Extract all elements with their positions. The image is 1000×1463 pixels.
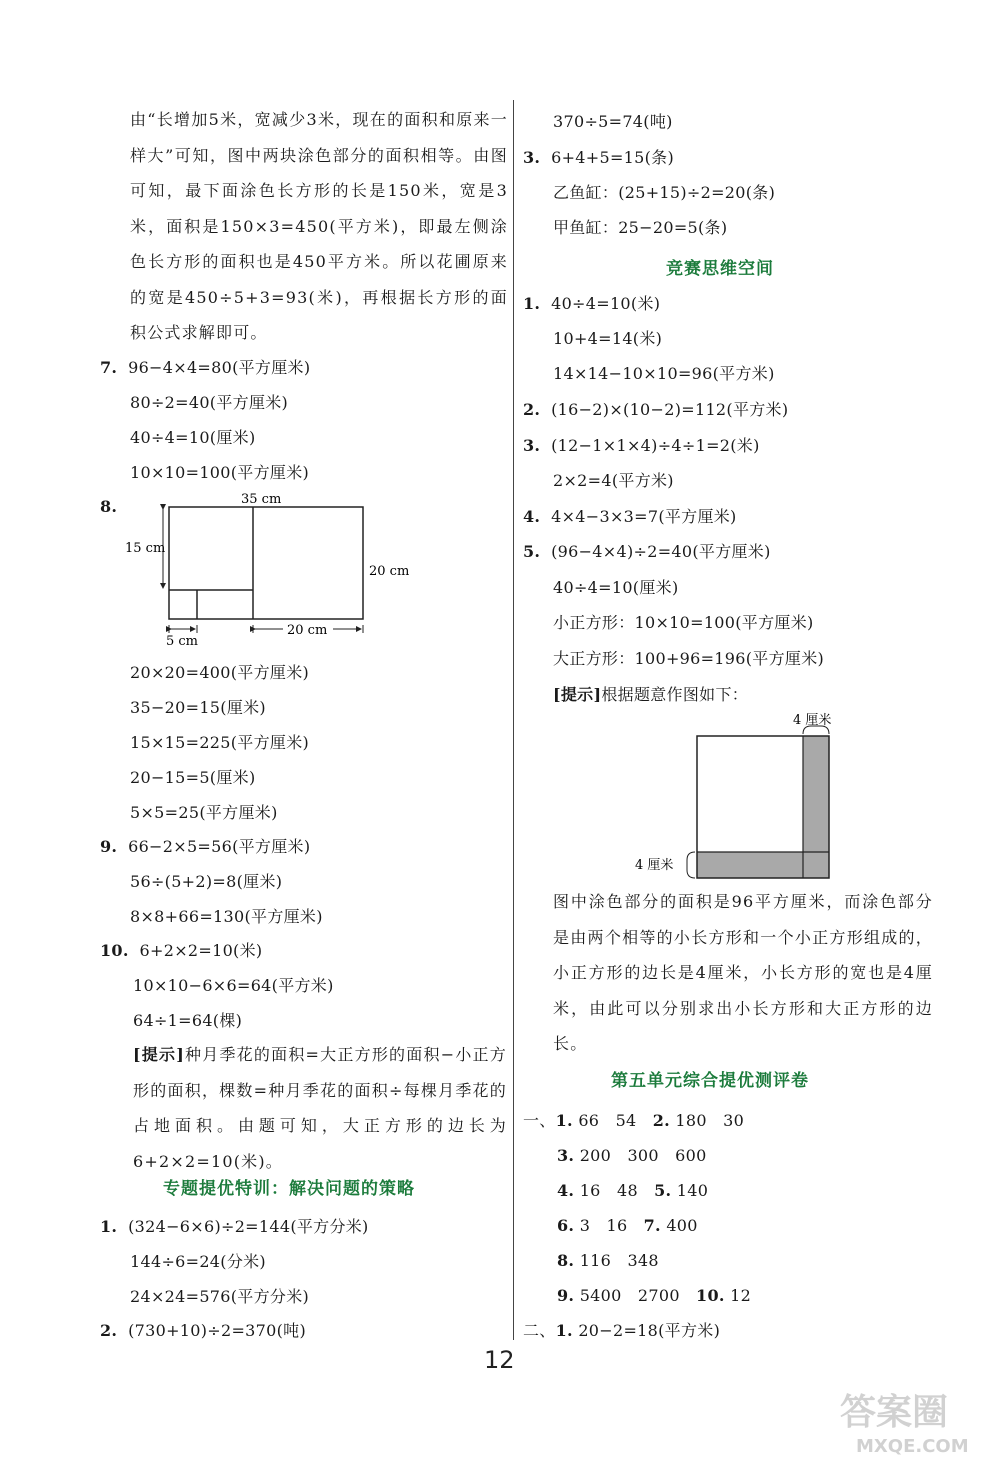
q8-line1: 20×20=400(平方厘米) — [130, 663, 310, 682]
section-heading-unit5: 第五单元综合提优测评卷 — [611, 1071, 809, 1091]
q8-line3: 15×15=225(平方厘米) — [130, 733, 310, 752]
c5-line2: 40÷4=10(厘米) — [553, 578, 679, 597]
c5-figure — [633, 712, 853, 882]
q7-line2: 80÷2=40(平方厘米) — [130, 393, 289, 412]
column-divider — [513, 100, 514, 1340]
s3-line3: 甲鱼缸：25−20=5(条) — [553, 218, 728, 237]
c5-line4: 大正方形：100+96=196(平方厘米) — [553, 649, 825, 668]
s3-line1 — [523, 148, 674, 168]
c5-line1 — [523, 542, 771, 562]
c3-number: 3. — [523, 436, 541, 455]
u-row-3-num2: 5. — [654, 1181, 672, 1200]
q7-number: 7. — [100, 358, 118, 377]
hint-c5-intro — [553, 685, 748, 705]
q8-label-left: 15 cm — [125, 541, 166, 556]
q8-label-bottom-left: 5 cm — [166, 634, 199, 649]
u-row-7-v1: 20−2=18(平方米) — [578, 1321, 721, 1340]
s3-text-1: 6+4+5=15(条) — [551, 148, 674, 167]
s3-number: 3. — [523, 148, 541, 167]
u-row-3-num1: 4. — [557, 1181, 575, 1200]
u-row-1-num1: 1. — [555, 1111, 573, 1130]
q7-line1 — [100, 358, 310, 378]
c3-line1 — [523, 436, 760, 456]
section-heading-contest: 竞赛思维空间 — [666, 259, 774, 279]
watermark-logo — [836, 1380, 986, 1458]
s1-number: 1. — [100, 1217, 118, 1236]
u-row-1-v1: 66 54 — [578, 1111, 637, 1130]
s1-line2: 144÷6=24(分米) — [130, 1252, 266, 1271]
q10-line1 — [100, 941, 262, 961]
u-row-5-v1: 116 348 — [579, 1251, 659, 1270]
u-row-2-num1: 3. — [557, 1146, 575, 1165]
q9-number: 9. — [100, 837, 118, 856]
c1-text-1: 40÷4=10(米) — [551, 294, 661, 313]
u-row-7-num1: 1. — [555, 1321, 573, 1340]
s1-line3: 24×24=576(平方分米) — [130, 1287, 310, 1306]
hint-tag-q10: [提示] — [133, 1045, 185, 1064]
c4-text-1: 4×4−3×3=7(平方厘米) — [551, 507, 737, 526]
q10-text-1: 6+2×2=10(米) — [139, 941, 263, 960]
c2-number: 2. — [523, 400, 541, 419]
q10-line2: 10×10−6×6=64(平方米) — [133, 976, 334, 995]
q8-line5: 5×5=25(平方厘米) — [130, 803, 278, 822]
c1-line2: 10+4=14(米) — [553, 329, 663, 348]
u-row-5 — [557, 1251, 659, 1271]
c5-left-brace — [687, 852, 695, 878]
q7-line3: 40÷4=10(厘米) — [130, 428, 256, 447]
c4-number: 4. — [523, 507, 541, 526]
watermark-text: 答案圈 — [840, 1392, 949, 1433]
c5-number: 5. — [523, 542, 541, 561]
c2-line1 — [523, 400, 788, 420]
q10-number: 10. — [100, 941, 129, 960]
c3-line2: 2×2=4(平方米) — [553, 471, 674, 490]
q8-label-right: 20 cm — [369, 564, 410, 579]
q8-line4: 20−15=5(厘米) — [130, 768, 256, 787]
u-row-1 — [523, 1111, 744, 1131]
explanation-q6: 由“长增加5米，宽减少3米，现在的面积和原来一样大”可知，图中两块涂色部分的面积相等。由图可知，最下面涂色长方形的长是150米，宽是3米，面积是150×3=450(平方米)，即最左侧涂色长方形的面积也是450平方米。所以花圃原来的宽是450÷5+3=93(米)，再根据长方形的面积公式求解即可。 — [130, 110, 508, 342]
c5-label-left: 4 厘米 — [635, 858, 674, 873]
c5-label-top: 4 厘米 — [793, 713, 832, 728]
q9-line3: 8×8+66=130(平方厘米) — [130, 907, 323, 926]
u-row-6 — [557, 1286, 751, 1306]
q9-line2: 56÷(5+2)=8(厘米) — [130, 872, 283, 891]
c4-line1 — [523, 507, 737, 527]
u-row-5-num1: 8. — [557, 1251, 575, 1270]
s2-line1 — [100, 1321, 306, 1341]
hint-c5: 图中涂色部分的面积是96平方厘米，而涂色部分是由两个相等的小长方形和一个小正方形组成的，小正方形的边长是4厘米，小长方形的宽也是4厘米，由此可以分别求出小长方形和大正方形的边长。 — [553, 892, 933, 1053]
q8-figure — [125, 487, 425, 652]
s1-line1 — [100, 1217, 369, 1237]
u-row-4-v1: 3 16 — [579, 1216, 628, 1235]
section-heading-strategy: 专题提优特训：解决问题的策略 — [163, 1179, 415, 1199]
u-row-4-num2: 7. — [643, 1216, 661, 1235]
q8-line2: 35−20=15(厘米) — [130, 698, 266, 717]
u-row-4-v2: 400 — [666, 1216, 698, 1235]
u-row-3 — [557, 1181, 708, 1201]
q9-text-1: 66−2×5=56(平方厘米) — [128, 837, 311, 856]
c1-line1 — [523, 294, 660, 314]
u-row-7 — [523, 1321, 720, 1341]
s2-text-1: (730+10)÷2=370(吨) — [128, 1321, 306, 1340]
u-row-4 — [557, 1216, 698, 1236]
c5-text-1: (96−4×4)÷2=40(平方厘米) — [551, 542, 771, 561]
c3-text-1: (12−1×1×4)÷4÷1=2(米) — [551, 436, 760, 455]
s2-continued: 370÷5=74(吨) — [553, 112, 673, 131]
c5-shade-bottom — [697, 852, 829, 878]
hint-intro-c5: 根据题意作图如下： — [601, 685, 749, 704]
hint-q10 — [133, 1037, 507, 1179]
q10-line3: 64÷1=64(棵) — [133, 1011, 243, 1030]
watermark-sub: MXQE.COM — [856, 1436, 969, 1457]
u-row-7-prefix: 二、 — [523, 1321, 556, 1340]
q8-label-bottom-right: 20 cm — [287, 623, 328, 638]
u-row-1-v2: 180 30 — [675, 1111, 745, 1130]
hint-text-q10: 种月季花的面积=大正方形的面积−小正方形的面积，棵数=种月季花的面积÷每棵月季花的占地面积。由题可知，大正方形的边长为6+2×2=10(米)。 — [133, 1045, 507, 1171]
u-row-2 — [557, 1146, 707, 1166]
u-row-6-v2: 12 — [730, 1286, 752, 1305]
q8-label-top: 35 cm — [241, 492, 282, 507]
page-number: 12 — [484, 1346, 515, 1374]
q7-line4: 10×10=100(平方厘米) — [130, 463, 310, 482]
s2-number: 2. — [100, 1321, 118, 1340]
q8-line-number — [100, 497, 117, 517]
u-row-3-v2: 140 — [676, 1181, 709, 1200]
u-row-1-num2: 2. — [652, 1111, 671, 1130]
q8-number: 8. — [100, 497, 118, 516]
c1-number: 1. — [523, 294, 541, 313]
u-row-6-num2: 10. — [696, 1286, 725, 1305]
c1-line3: 14×14−10×10=96(平方米) — [553, 364, 775, 383]
hint-tag-c5: [提示] — [553, 685, 602, 704]
s1-text-1: (324−6×6)÷2=144(平方分米) — [128, 1217, 369, 1236]
c5-line3: 小正方形：10×10=100(平方厘米) — [553, 613, 814, 632]
q8-big-rect — [169, 507, 363, 619]
u-row-3-v1: 16 48 — [579, 1181, 638, 1200]
s3-line2: 乙鱼缸：(25+15)÷2=20(条) — [553, 183, 776, 202]
u-row-6-v1: 5400 2700 — [579, 1286, 680, 1305]
c2-text-1: (16−2)×(10−2)=112(平方米) — [551, 400, 789, 419]
u-row-2-v1: 200 300 600 — [579, 1146, 707, 1165]
u-row-1-prefix: 一、 — [523, 1111, 556, 1130]
q7-text-1: 96−4×4=80(平方厘米) — [128, 358, 311, 377]
u-row-6-num1: 9. — [557, 1286, 575, 1305]
q9-line1 — [100, 837, 310, 857]
u-row-4-num1: 6. — [557, 1216, 575, 1235]
